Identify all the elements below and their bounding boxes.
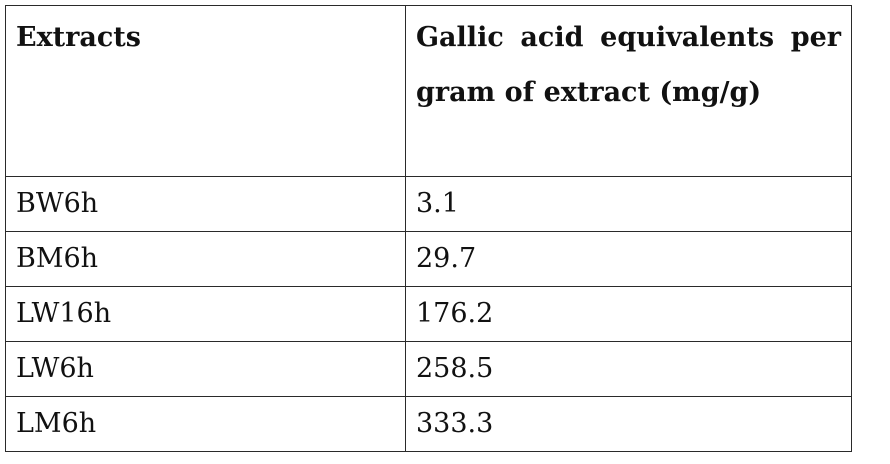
table-body — [6, 177, 852, 452]
table-row — [6, 397, 852, 452]
cell-extract: LW16h — [6, 287, 406, 342]
cell-extract: LW6h — [6, 342, 406, 397]
cell-value: 176.2 — [406, 287, 852, 342]
table-header — [6, 6, 852, 177]
cell-value: 333.3 — [406, 397, 852, 452]
cell-value: 3.1 — [406, 177, 852, 232]
cell-value: 29.7 — [406, 232, 852, 287]
header-extracts: Extracts — [6, 6, 406, 177]
cell-extract: LM6h — [6, 397, 406, 452]
cell-value: 258.5 — [406, 342, 852, 397]
table-row — [6, 177, 852, 232]
header-row — [6, 6, 852, 177]
gallic-acid-table — [5, 5, 852, 452]
header-gallic-acid-equivalents: Gallic acid equivalents per gram of extract (mg/g) — [406, 6, 852, 177]
table-row — [6, 287, 852, 342]
table-row — [6, 342, 852, 397]
table-row — [6, 232, 852, 287]
cell-extract: BM6h — [6, 232, 406, 287]
cell-extract: BW6h — [6, 177, 406, 232]
